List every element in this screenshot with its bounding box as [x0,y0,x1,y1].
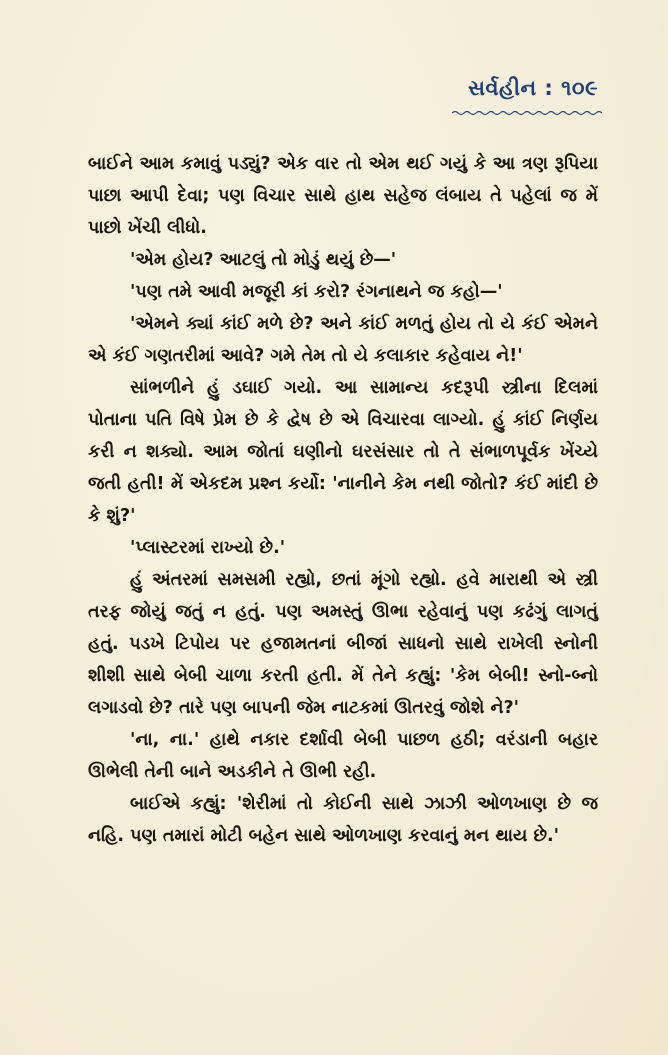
paragraph: 'પ્લાસ્ટરમાં રાખ્યો છે.' [130,538,286,558]
paragraph: હું અંતરમાં સમસમી રહ્યો, છતાં મૂંગો રહ્યો. હવે મારાથી એ સ્ત્રી તરફ જોયું જતું ન હતું. પણ અમસ્તું ઊભા રહેવાનું પણ કઢંગું લાગતું હતું. પડખે ટિપોય પર હજામતનાં બીજાં સાધનો સાથે રાખેલી સ્નોની શીશી સાથે બેબી ચાળા કરતી હતી. મેં તેને કહ્યું: 'કેમ બેબી! સ્નો-બ્નો લગાડવો છે? તારે પણ બાપની જેમ નાટકમાં ઊતરવું જોશે ને?' [88,570,598,718]
paragraph: 'ના, ના.' હાથે નકાર દર્શાવી બેબી પાછળ હઠી; વરંડાની બહાર ઊભેલી તેની બાને અડકીને તે ઊભી રહી. [88,730,598,782]
running-header: સર્વહીન : ૧૦૯ [467,76,598,100]
paragraph: બાઈને આમ કમાવું પડ્યું? એક વાર તો એમ થઈ ગયું કે આ ત્રણ રૂપિયા પાછા આપી દેવા; પણ વિચાર સાથે હાથ સહેજ લંબાય તે પહેલાં જ મેં પાછો ખેંચી લીધો. [88,154,598,238]
paragraph: સાંભળીને હું ડઘાઈ ગયો. આ સામાન્ય કદરૂપી સ્ત્રીના દિલમાં પોતાના પતિ વિષે પ્રેમ છે કે દ્વેષ છે એ વિચારવા લાગ્યો. હું કાંઈ નિર્ણય કરી ન શક્યો. આમ જોતાં ઘણીનો ઘરસંસાર તો તે સંભાળપૂર્વક ખેંચ્યે જતી હતી! મેં એકદમ પ્રશ્ન કર્યો: 'નાનીને કેમ નથી જોતો? કંઈ માંદી છે કે શું?' [88,378,598,526]
paragraph: બાઈએ કહ્યું: 'શેરીમાં તો કોઈની સાથે ઝાઝી ઓળખાણ છે જ નહિ. પણ તમારાં મોટી બહેન સાથે ઓળખાણ કરવાનું મન થાય છે.' [88,794,598,846]
paragraph: 'એમને ક્યાં કાંઈ મળે છે? અને કાંઈ મળતું હોય તો યે કંઈ એમને એ કંઈ ગણતરીમાં આવે? ગમે તેમ તો યે કલાકાર કહેવાય ને!' [88,314,598,366]
paragraph: 'એમ હોય? આટલું તો મોડું થયું છે—' [130,250,397,270]
paragraph: 'પણ તમે આવી મજૂરી કાં કરો? રંગનાથને જ કહો—' [130,282,503,302]
body-text [88,148,598,852]
header-wavy-rule [452,110,602,116]
